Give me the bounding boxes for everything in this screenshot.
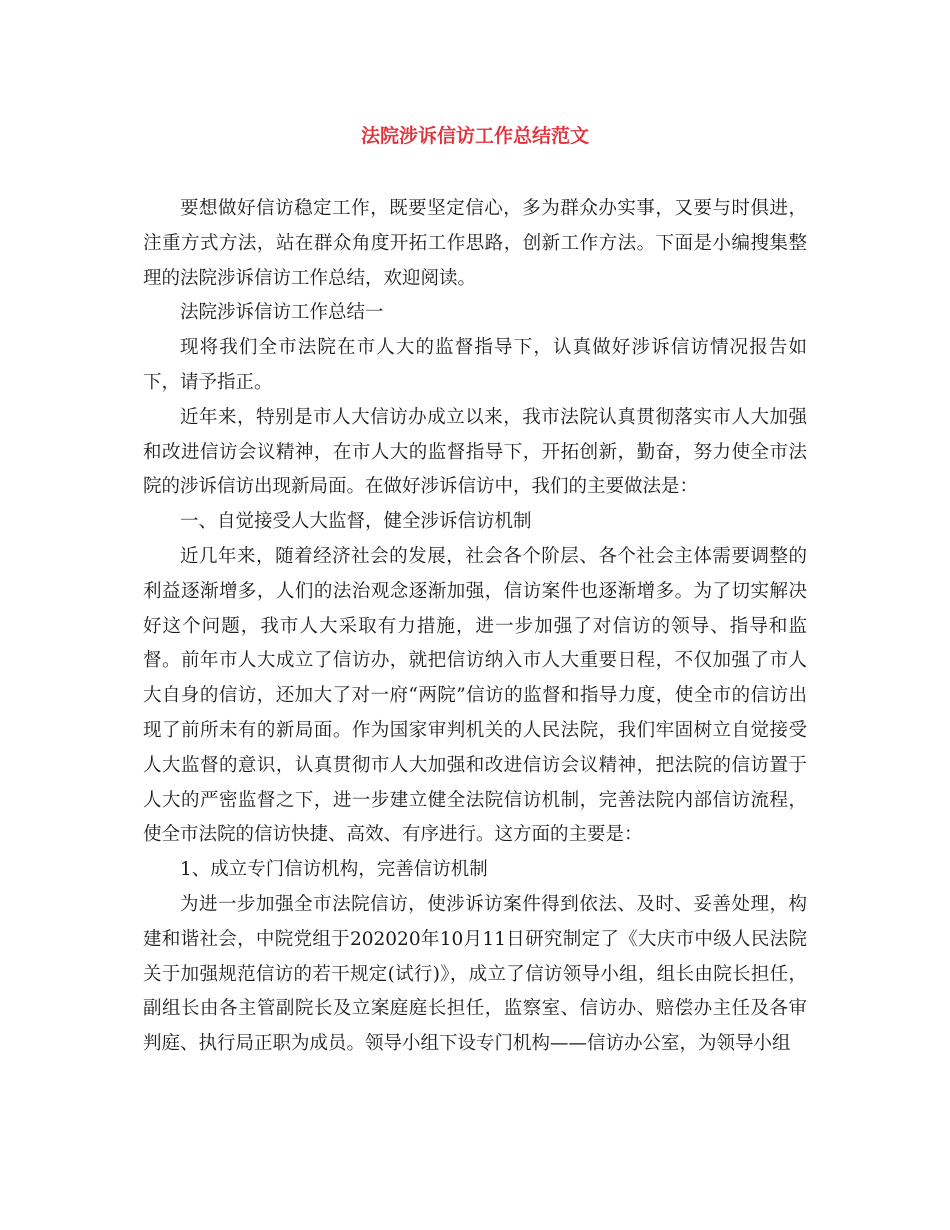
paragraph-institution: 为进一步加强全市法院信访，使涉诉访案件得到依法、及时、妥善处理，构建和谐社会，中院党组于202020年10月11日研究制定了《大庆市中级人民法院关于加强规范信访的若干规定(试行)》，成立了信访领导小组，组长由院长担任，副组长由各主管副院长及立案庭庭长担任，监察室、信访办、赔偿办主任及各审判庭、执行局正职为成员。领导小组下设专门机构——信访办公室，为领导小组	[143, 893, 807, 1055]
document-body	[143, 192, 807, 1062]
document-title: 法院涉诉信访工作总结范文	[360, 125, 589, 147]
paragraph-report-opening: 现将我们全市法院在市人大的监督指导下，认真做好涉诉信访情况报告如下，请予指正。	[143, 337, 807, 393]
subsection-heading-one: 1、成立专门信访机构，完善信访机制	[180, 859, 488, 881]
section-heading-summary-one: 法院涉诉信访工作总结一	[180, 302, 384, 324]
paragraph-background: 近几年来，随着经济社会的发展，社会各个阶层、各个社会主体需要调整的利益逐渐增多，人们的法治观念逐渐加强，信访案件也逐渐增多。为了切实解决好这个问题，我市人大采取有力措施，进一步加强了对信访的领导、指导和监督。前年市人大成立了信访办，就把信访纳入市人大重要日程，不仅加强了市人大自身的信访，还加大了对一府“两院”信访的监督和指导力度，使全市的信访出现了前所未有的新局面。作为国家审判机关的人民法院，我们牢固树立自觉接受人大监督的意识，认真贯彻市人大加强和改进信访会议精神，把法院的信访置于人大的严密监督之下，进一步建立健全法院信访机制，完善法院内部信访流程，使全市法院的信访快捷、高效、有序进行。这方面的主要是：	[143, 545, 807, 846]
section-heading-one: 一、自觉接受人大监督，健全涉诉信访机制	[180, 511, 532, 533]
paragraph-recent-years: 近年来，特别是市人大信访办成立以来，我市法院认真贯彻落实市人大加强和改进信访会议精神，在市人大的监督指导下，开拓创新，勤奋，努力使全市法院的涉诉信访出现新局面。在做好涉诉信访中，我们的主要做法是：	[143, 406, 807, 498]
paragraph-intro: 要想做好信访稳定工作，既要坚定信心，多为群众办实事，又要与时俱进，注重方式方法，站在群众角度开拓工作思路，创新工作方法。下面是小编搜集整理的法院涉诉信访工作总结，欢迎阅读。	[143, 198, 807, 289]
